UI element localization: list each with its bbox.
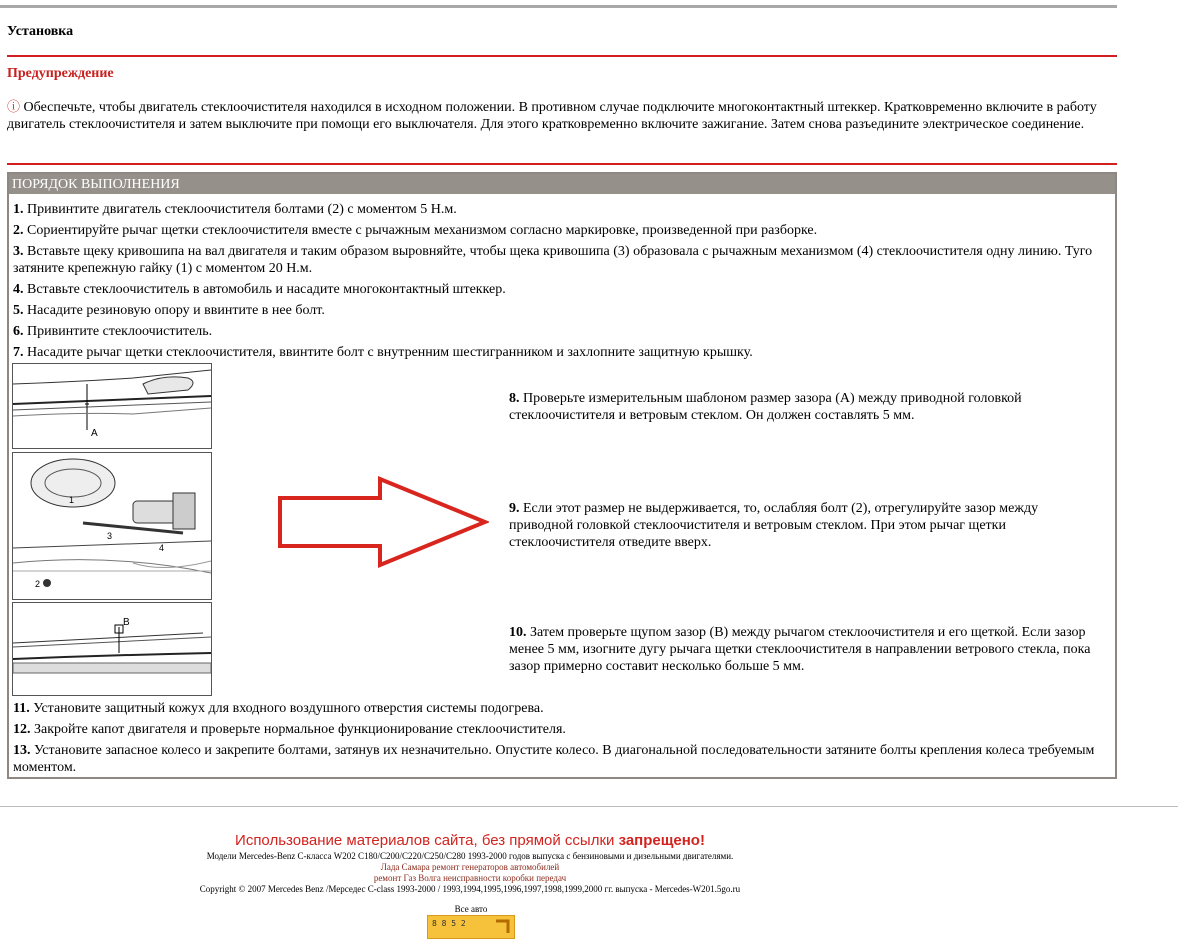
footer-link-volga[interactable]: ремонт Газ Волга неисправности коробки передач bbox=[373, 873, 567, 883]
section-title: Установка bbox=[7, 24, 74, 39]
copyright-notice: Использование материалов сайта, без прямой ссылки запрещено! bbox=[235, 832, 705, 849]
svg-text:2: 2 bbox=[35, 579, 41, 589]
step-11: 11. Установите защитный кожух для входного воздушного отверстия системы подогрева. bbox=[13, 701, 544, 716]
step-8: 8. Проверьте измерительным шаблоном размер зазора (A) между приводной головкой стеклоочистителя и ветровым стеклом. Он должен составлять 5 мм. bbox=[509, 391, 1022, 423]
figure-wiper-motor bbox=[12, 452, 212, 600]
warning-circle-icon: ⓘ bbox=[7, 99, 21, 114]
step-7: 7. Насадите рычаг щетки стеклоочистителя, ввинтите болт с внутренним шестигранником и захлопните защитную крышку. bbox=[13, 345, 753, 360]
step-5: 5. Насадите резиновую опору и ввинтите в нее болт. bbox=[13, 303, 325, 318]
svg-text:3: 3 bbox=[107, 531, 113, 541]
arrow-right-icon bbox=[277, 476, 489, 568]
footer-models-line: Модели Mercedes-Benz C-класса W202 C180/C200/C220/C250/C280 1993-2000 годов выпуска с бензиновыми и дизельными двигателями. bbox=[206, 851, 734, 861]
counter-label: Все авто bbox=[454, 904, 488, 914]
step-9: 9. Если этот размер не выдерживается, то, ослабляя болт (2), отрегулируйте зазор между приводной головкой стеклоочистителя и ветровым стеклом. При этом рычаг щетки стеклоочистителя отведите вверх. bbox=[509, 501, 1039, 550]
step-4: 4. Вставьте стеклоочиститель в автомобиль и насадите многоконтактный штеккер. bbox=[13, 282, 506, 297]
footer-copyright: Copyright © 2007 Mercedes Benz /Мерседес C-class 1993-2000 / 1993,1994,1995,1996,1997,1998,1999,2000 гг. выпуска - Mercedes-W201.5go.ru bbox=[199, 884, 741, 894]
red-divider bbox=[7, 163, 1117, 165]
step-1: 1. Привинтите двигатель стеклоочистителя болтами (2) с моментом 5 Н.м. bbox=[13, 202, 457, 217]
counter-digits: 8 8 5 2 bbox=[432, 919, 466, 928]
step-6: 6. Привинтите стеклоочиститель. bbox=[13, 324, 213, 339]
bottom-divider bbox=[0, 806, 1178, 807]
svg-text:B: B bbox=[123, 617, 130, 628]
step-2: 2. Сориентируйте рычаг щетки стеклоочистителя вместе с рычажным механизмом согласно маркировке, произведенной при разборке. bbox=[13, 223, 818, 238]
svg-text:1: 1 bbox=[69, 495, 75, 505]
figure-gap-a bbox=[12, 363, 212, 449]
step-10: 10. Затем проверьте щупом зазор (B) между рычагом стеклоочистителя и его щеткой. Если зазор менее 5 мм, изогните дугу рычага щетки стеклоочистителя в направлении ветрового стекла, пока зазор примерно составит несколько больше 5 мм. bbox=[509, 625, 1091, 674]
warning-text bbox=[7, 98, 1117, 133]
svg-text:A: A bbox=[91, 428, 98, 439]
figure-gap-b bbox=[12, 602, 212, 696]
svg-text:4: 4 bbox=[159, 543, 165, 553]
footer-link-lada[interactable]: Лада Самара ремонт генераторов автомобилей bbox=[380, 862, 560, 872]
red-divider bbox=[7, 55, 1117, 57]
warning-body: Обеспечьте, чтобы двигатель стеклоочистителя находился в исходном положении. В противном случае подключите многоконтактный штеккер. Кратковременно включите в работу двигатель стеклоочистителя и затем выключите при помощи его выключателя. Для этого кратковременно включите зажигание. Затем снова разъедините электрическое соединение. bbox=[7, 100, 1097, 132]
counter-badge[interactable] bbox=[427, 915, 515, 939]
procedure-box bbox=[7, 172, 1117, 779]
step-3: 3. Вставьте щеку кривошипа на вал двигателя и таким образом выровняйте, чтобы щека кривошипа (3) образовала с рычажным механизмом (4) стеклоочистителя одну линию. Туго затяните крепежную гайку (1) с моментом 20 Н.м. bbox=[13, 244, 1093, 276]
warning-title: Предупреждение bbox=[7, 66, 114, 81]
step-12: 12. Закройте капот двигателя и проверьте нормальное функционирование стеклоочистителя. bbox=[13, 722, 566, 737]
corner-arrow-icon bbox=[494, 919, 510, 935]
procedure-header: ПОРЯДОК ВЫПОЛНЕНИЯ bbox=[9, 174, 1115, 194]
step-13: 13. Установите запасное колесо и закрепите болтами, затянув их незначительно. Опустите колесо. В диагональной последовательности затяните болты крепления колеса требуемым моментом. bbox=[13, 743, 1095, 775]
top-divider bbox=[0, 5, 1117, 8]
